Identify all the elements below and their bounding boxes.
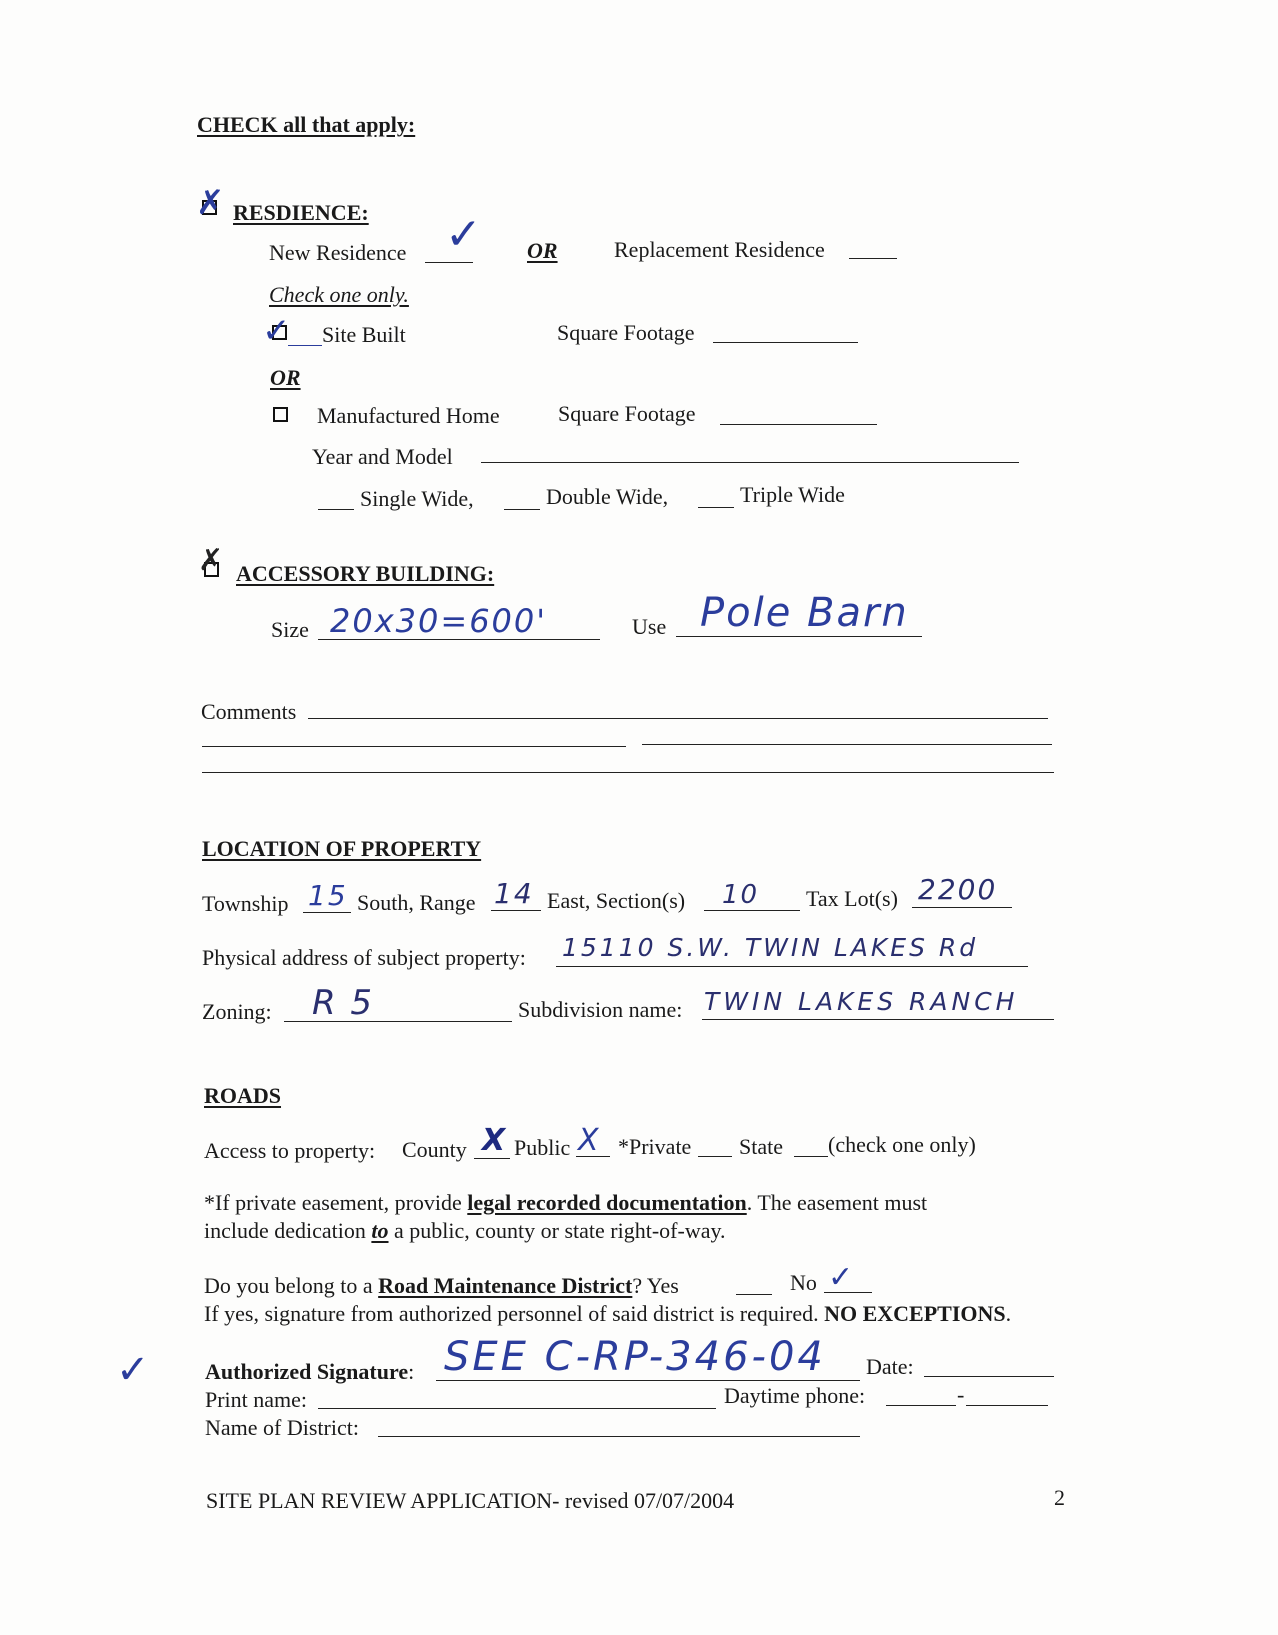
section-value: 10 (722, 880, 760, 910)
rmd-link: Road Maintenance District (378, 1273, 633, 1298)
auth-signature-line[interactable] (436, 1380, 860, 1381)
private-note-2: . The easement must (746, 1190, 928, 1215)
township-value: 15 (308, 879, 348, 912)
single-wide-label: Single Wide, (360, 486, 474, 511)
date-label: Date: (866, 1354, 914, 1379)
private-note-3b: a public, county or state right-of-way. (388, 1218, 726, 1243)
single-wide-line[interactable] (318, 509, 354, 510)
rmd-q1: Do you belong to a (204, 1273, 379, 1298)
state-label: State (739, 1134, 783, 1159)
square-footage-label-1: Square Footage (557, 320, 695, 345)
range-value: 14 (494, 877, 534, 910)
comments-line-2a[interactable] (202, 746, 626, 747)
township-label: Township (202, 891, 289, 916)
comments-line-3[interactable] (202, 772, 1054, 773)
private-line[interactable] (698, 1156, 732, 1157)
private-note-3a: include dedication (204, 1218, 372, 1243)
or-residence: OR (527, 238, 558, 263)
accessory-building-heading: ACCESSORY BUILDING: (236, 561, 495, 586)
subdivision-value: TWIN LAKES RANCH (704, 987, 1019, 1016)
address-value: 15110 S.W. TWIN LAKES Rd (562, 933, 979, 962)
year-model-label: Year and Model (312, 444, 453, 469)
section-line[interactable] (704, 910, 800, 911)
use-line[interactable] (676, 636, 922, 637)
location-heading: LOCATION OF PROPERTY (202, 836, 482, 861)
zoning-label: Zoning: (202, 999, 272, 1024)
new-residence-label: New Residence (269, 240, 407, 265)
replacement-residence-line[interactable] (849, 258, 897, 259)
district-name-label: Name of District: (205, 1415, 359, 1440)
county-mark: X (482, 1123, 508, 1158)
check-one-roads: (check one only) (828, 1132, 976, 1157)
double-wide-label: Double Wide, (546, 484, 669, 509)
subdivision-line[interactable] (702, 1019, 1054, 1020)
manufactured-home-label: Manufactured Home (317, 403, 500, 428)
margin-check-mark: ✓ (116, 1347, 150, 1393)
district-name-line[interactable] (378, 1436, 860, 1437)
public-label: Public (514, 1135, 571, 1160)
residence-check-mark: ✗ (196, 183, 225, 223)
check-one-only: Check one only. (269, 282, 409, 307)
private-note-to: to (371, 1218, 389, 1243)
comments-line-1[interactable] (308, 718, 1048, 719)
or-manufactured: OR (270, 365, 301, 390)
triple-wide-label: Triple Wide (740, 482, 845, 507)
rmd-note: If yes, signature from authorized personnel of said district is required. (204, 1301, 825, 1326)
triple-wide-line[interactable] (698, 507, 734, 508)
private-note-line-2 (204, 1218, 726, 1244)
county-line[interactable] (474, 1158, 510, 1159)
manufactured-home-checkbox[interactable] (273, 407, 288, 422)
print-name-line[interactable] (318, 1408, 716, 1409)
private-label: *Private (618, 1134, 692, 1159)
private-note-1: *If private easement, provide (204, 1190, 468, 1215)
roads-heading: ROADS (204, 1083, 282, 1108)
public-mark: X (578, 1123, 601, 1158)
square-footage-line-1[interactable] (713, 342, 858, 343)
new-residence-mark: ✓ (445, 209, 482, 260)
site-built-label: Site Built (322, 322, 406, 347)
square-footage-label-2: Square Footage (558, 401, 696, 426)
tax-lot-value: 2200 (918, 873, 998, 906)
rmd-note-line (204, 1301, 1011, 1327)
date-line[interactable] (924, 1376, 1054, 1377)
legal-documentation-link: legal recorded documentation (467, 1190, 747, 1215)
print-name-label: Print name: (205, 1387, 308, 1412)
auth-signature-label-wrap (205, 1359, 414, 1385)
phone-dash: - (957, 1382, 965, 1407)
daytime-phone-label: Daytime phone: (724, 1383, 866, 1408)
rmd-period: . (1005, 1301, 1012, 1326)
size-label: Size (271, 617, 309, 642)
double-wide-line[interactable] (504, 509, 540, 510)
comments-line-2b[interactable] (642, 744, 1052, 745)
page-number: 2 (1054, 1485, 1065, 1510)
no-exceptions: NO EXCEPTIONS (824, 1301, 1006, 1326)
new-residence-line[interactable] (425, 262, 473, 263)
rmd-q2: ? Yes (632, 1273, 679, 1298)
zoning-value: R 5 (312, 983, 375, 1023)
county-label: County (402, 1137, 467, 1162)
form-title-footer: SITE PLAN REVIEW APPLICATION- revised 07/07/2004 (206, 1488, 735, 1513)
east-section-label: East, Section(s) (547, 888, 686, 913)
rmd-no-mark: ✓ (828, 1260, 854, 1295)
address-line[interactable] (556, 966, 1028, 967)
south-range-label: South, Range (357, 890, 476, 915)
residence-heading: RESDIENCE: (233, 200, 369, 225)
comments-label: Comments (201, 699, 297, 724)
tax-lot-label: Tax Lot(s) (806, 886, 898, 911)
access-label: Access to property: (204, 1138, 376, 1163)
rmd-no-label: No (790, 1270, 817, 1295)
tax-lot-line[interactable] (912, 907, 1012, 908)
square-footage-line-2[interactable] (720, 424, 877, 425)
subdivision-label: Subdivision name: (518, 997, 683, 1022)
use-label: Use (632, 614, 667, 639)
auth-signature-label: Authorized Signature (205, 1359, 409, 1384)
rmd-yes-line[interactable] (736, 1294, 772, 1295)
rmd-question (204, 1273, 679, 1299)
check-all-heading: CHECK all that apply: (197, 112, 416, 137)
range-line[interactable] (491, 910, 541, 911)
private-note-line-1 (204, 1190, 927, 1216)
auth-signature-value: SEE C-RP-346-04 (444, 1334, 826, 1380)
township-line[interactable] (303, 912, 351, 913)
address-label: Physical address of subject property: (202, 945, 526, 970)
accessory-check-mark: ✗ (198, 543, 224, 578)
use-value: Pole Barn (700, 590, 909, 636)
year-model-line[interactable] (481, 462, 1019, 463)
state-line[interactable] (794, 1156, 828, 1157)
replacement-residence-label: Replacement Residence (614, 237, 825, 262)
site-built-mark: ✓ (262, 311, 291, 351)
phone-line-1[interactable] (886, 1405, 956, 1406)
phone-line-2[interactable] (966, 1405, 1048, 1406)
size-value: 20x30=600' (330, 602, 548, 640)
auth-signature-colon: : (408, 1359, 415, 1384)
site-built-underline (288, 345, 322, 346)
